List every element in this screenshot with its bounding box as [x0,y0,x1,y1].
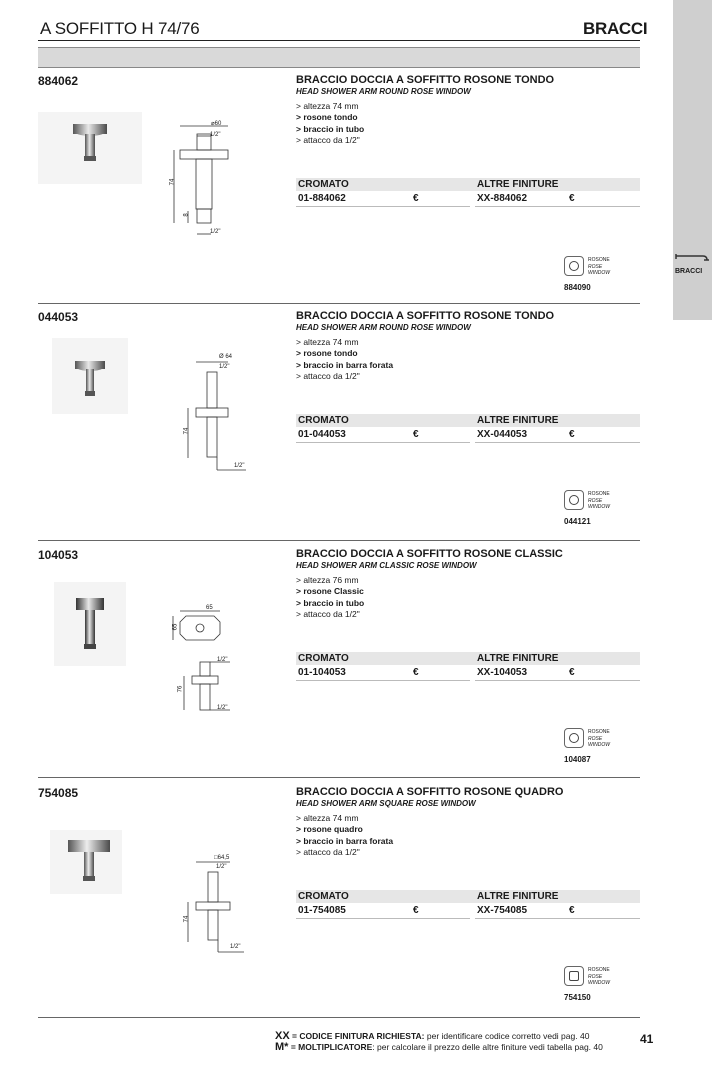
product-title: BRACCIO DOCCIA A SOFFITTO ROSONE TONDO [296,74,555,86]
feature-item: > altezza 74 mm [296,337,359,347]
footer-key: XX [275,1030,290,1042]
price-underline [296,206,470,207]
dim-thread-top: 1/2" [210,132,221,138]
dim-base: 8 [183,213,190,217]
price-header [296,652,640,665]
finish-label: ROSONE [588,491,610,497]
feature-item: > attacco da 1/2" [296,370,360,381]
product-block [38,786,640,1006]
technical-drawing [180,356,250,474]
price-underline [296,918,470,919]
product-title: BRACCIO DOCCIA A SOFFITTO ROSONE CLASSIC [296,548,563,560]
dim-diameter: □64,5 [214,855,230,861]
footer-divider [38,1017,640,1018]
chrome-price-currency: € [413,667,419,678]
product-code: 044053 [38,310,79,324]
finish-label: ROSONE [588,967,610,973]
header-band [38,47,640,68]
feature-list [296,813,393,858]
footer-text: : per calcolare il prezzo delle altre finiture vedi tabella pag. 40 [372,1042,603,1052]
feature-item: > braccio in barra forata [296,359,394,370]
chrome-code: 01-884062 [298,193,346,204]
product-code: 104053 [38,548,79,562]
dim-width: 65 [206,605,213,611]
technical-drawing-side [180,658,240,716]
finish-label: ROSONE [588,729,610,735]
feature-item: > rosone Classic [296,586,364,597]
dim-thread-bottom: 1/2" [230,944,241,950]
feature-item: > attacco da 1/2" [296,134,360,145]
product-subtitle: HEAD SHOWER ARM SQUARE ROSE WINDOW [296,799,476,808]
feature-item: > rosone tondo [296,112,358,123]
dim-thread-bottom: 1/2" [234,463,245,469]
footer-label: = CODICE FINITURA RICHIESTA: [289,1031,425,1041]
price-row [296,666,640,680]
other-finishes-header: ALTRE FINITURE [477,179,559,190]
finish-label-en: ROSE WINDOW [588,974,610,986]
rose-window-icon [564,728,584,748]
shower-arm-icon [675,253,709,265]
dim-height: 74 [169,178,176,186]
chrome-header: CROMATO [298,891,349,902]
page-number: 41 [640,1032,654,1046]
dim-thread-top: 1/2" [217,657,228,663]
finish-code: 104087 [564,755,591,764]
feature-item: > rosone quadro [296,824,363,835]
finish-label-en: ROSE WINDOW [588,498,610,510]
dim-diameter: Ø 64 [219,354,233,360]
section-title: BRACCI [583,19,648,38]
other-finish-code: XX-754085 [477,905,528,916]
price-underline [475,918,640,919]
product-photo [54,582,126,666]
price-row [296,904,640,918]
price-underline [475,680,640,681]
dim-height: 76 [177,685,184,693]
dim-height: 74 [183,915,190,923]
feature-item: > rosone tondo [296,348,358,359]
dim-height: 74 [183,427,190,435]
technical-drawing [180,856,250,956]
price-underline [475,206,640,207]
other-price-currency: € [569,429,575,440]
chrome-code: 01-104053 [298,667,346,678]
chrome-code: 01-044053 [298,429,346,440]
dim-thread-top: 1/2" [216,864,227,870]
price-underline [475,442,640,443]
dim-diameter: ⌀60 [211,121,222,127]
feature-item: > braccio in barra forata [296,835,394,846]
footer-note-multiplier [275,1041,603,1053]
price-row [296,428,640,442]
dim-thread-top: 1/2" [219,364,230,370]
finish-code: 884090 [564,283,591,292]
product-subtitle: HEAD SHOWER ARM ROUND ROSE WINDOW [296,87,471,96]
product-divider [38,777,640,778]
finish-label-en: ROSE WINDOW [588,736,610,748]
other-finishes-header: ALTRE FINITURE [477,415,559,426]
dim-thread-bottom: 1/2" [210,229,221,235]
chrome-header: CROMATO [298,179,349,190]
feature-item: > altezza 74 mm [296,813,359,823]
footer-label: = MOLTIPLICATORE [288,1042,373,1052]
feature-list [296,575,364,620]
other-finishes-header: ALTRE FINITURE [477,891,559,902]
dim-side: 65 [172,623,179,631]
feature-list [296,101,364,146]
feature-item: > attacco da 1/2" [296,608,360,619]
page-title: A SOFFITTO H 74/76 [40,19,200,38]
chrome-price-currency: € [413,905,419,916]
product-title: BRACCIO DOCCIA A SOFFITTO ROSONE TONDO [296,310,555,322]
other-price-currency: € [569,193,575,204]
feature-list [296,337,393,382]
product-subtitle: HEAD SHOWER ARM CLASSIC ROSE WINDOW [296,561,477,570]
price-underline [296,680,470,681]
finish-code: 044121 [564,517,591,526]
chrome-price-currency: € [413,193,419,204]
price-header [296,178,640,191]
product-photo [52,338,128,414]
chrome-header: CROMATO [298,415,349,426]
other-finishes-header: ALTRE FINITURE [477,653,559,664]
feature-item: > altezza 76 mm [296,575,359,585]
product-divider [38,303,640,304]
product-block [38,74,640,294]
other-price-currency: € [569,667,575,678]
price-header [296,890,640,903]
product-code: 884062 [38,74,79,88]
chrome-header: CROMATO [298,653,349,664]
feature-item: > attacco da 1/2" [296,846,360,857]
product-title: BRACCIO DOCCIA A SOFFITTO ROSONE QUADRO [296,786,564,798]
finish-label-en: ROSE WINDOW [588,264,610,276]
chrome-price-currency: € [413,429,419,440]
price-header [296,414,640,427]
price-underline [296,442,470,443]
price-row [296,192,640,206]
side-tab-label: BRACCI [675,268,703,275]
square-rose-window-icon [564,966,584,986]
feature-item: > braccio in tubo [296,123,365,134]
product-photo [50,830,122,894]
other-finish-code: XX-884062 [477,193,528,204]
product-photo [38,112,142,184]
footer-key: M* [275,1041,289,1053]
header-divider [38,40,640,41]
other-finish-code: XX-104053 [477,667,528,678]
feature-item: > altezza 74 mm [296,101,359,111]
product-code: 754085 [38,786,79,800]
footer-text: per identificare codice corretto vedi pag. 40 [424,1031,590,1041]
product-block [38,548,640,768]
product-block [38,310,640,530]
other-finish-code: XX-044053 [477,429,528,440]
finish-label: ROSONE [588,257,610,263]
finish-code: 754150 [564,993,591,1002]
product-divider [38,540,640,541]
chrome-code: 01-754085 [298,905,346,916]
other-price-currency: € [569,905,575,916]
dim-thread-bottom: 1/2" [217,705,228,711]
feature-item: > braccio in tubo [296,597,365,608]
rose-window-icon [564,490,584,510]
technical-drawing [168,118,238,242]
product-subtitle: HEAD SHOWER ARM ROUND ROSE WINDOW [296,323,471,332]
rose-window-icon [564,256,584,276]
